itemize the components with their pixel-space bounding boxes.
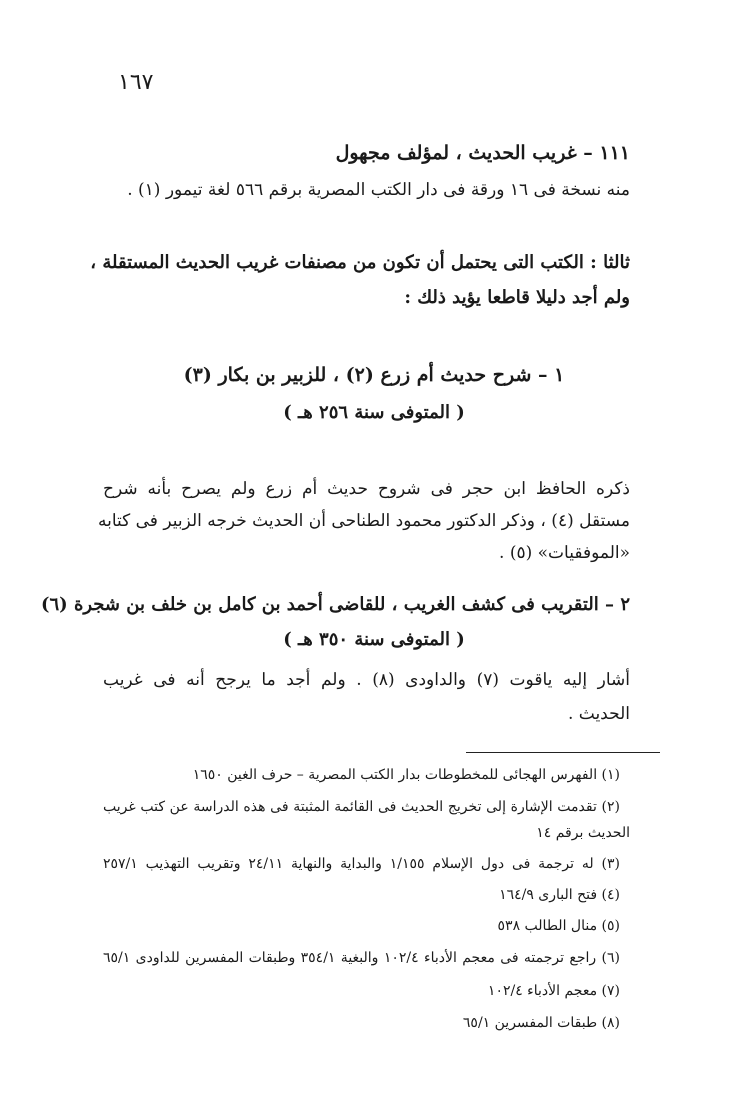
footnote-2-line-2: الحديث برقم ١٤ xyxy=(536,825,630,841)
item-2-paragraph-line-2: الحديث . xyxy=(567,704,630,724)
footnote-separator xyxy=(466,752,660,753)
footnote-6: (٦) راجع ترجمته فى معجم الأدباء ١٠٢/٤ والبغية ٣٥٤/١ وطبقات المفسرين للداودى ٦٥/١ xyxy=(103,950,620,966)
section-3-heading-line-2: ولم أجد دليلا قاطعا يؤيد ذلك : xyxy=(404,287,630,308)
item-2-date: ( المتوفى سنة ٣٥٠ هـ ) xyxy=(283,629,465,650)
entry-111-title: ١١١ – غريب الحديث ، لمؤلف مجهول xyxy=(335,142,630,164)
footnote-7: (٧) معجم الأدباء ١٠٢/٤ xyxy=(487,983,620,999)
item-1-paragraph-line-1: ذكره الحافظ ابن حجر فى شروح حديث أم زرع ولم يصرح بأنه شرح xyxy=(103,479,630,499)
footnote-8: (٨) طبقات المفسرين ٦٥/١ xyxy=(462,1015,620,1031)
footnote-4: (٤) فتح البارى ١٦٤/٩ xyxy=(499,887,620,903)
item-1-paragraph-line-2: مستقل (٤) ، وذكر الدكتور محمود الطناحى أن الحديث خرجه الزبير فى كتابه xyxy=(97,511,630,531)
item-2-paragraph-line-1: أشار إليه ياقوت (٧) والداودى (٨) . ولم أجد ما يرجح أنه فى غريب xyxy=(103,670,630,690)
item-1-date: ( المتوفى سنة ٢٥٦ هـ ) xyxy=(283,402,465,423)
footnote-3: (٣) له ترجمة فى دول الإسلام ١/١٥٥ والبداية والنهاية ٢٤/١١ وتقريب التهذيب ٢٥٧/١ xyxy=(103,856,620,872)
section-3-heading-line-1: ثالثا : الكتب التى يحتمل أن تكون من مصنفات غريب الحديث المستقلة ، xyxy=(90,252,630,273)
footnote-1: (١) الفهرس الهجائى للمخطوطات بدار الكتب المصرية – حرف الغين ١٦٥٠ xyxy=(192,767,620,783)
footnote-5: (٥) منال الطالب ٥٣٨ xyxy=(497,918,620,934)
footnote-2-line-1: (٢) تقدمت الإشارة إلى تخريج الحديث فى القائمة المثبتة فى هذه الدراسة عن كتب غريب xyxy=(103,799,620,815)
entry-111-text: منه نسخة فى ١٦ ورقة فى دار الكتب المصرية برقم ٥٦٦ لغة تيمور (١) . xyxy=(127,180,630,200)
item-1-paragraph-line-3: «الموفقيات» (٥) . xyxy=(499,543,630,563)
page-number: ١٦٧ xyxy=(118,70,154,95)
item-1-title: ١ – شرح حديث أم زرع (٢) ، للزبير بن بكار (٣) xyxy=(183,364,565,386)
item-2-title: ٢ – التقريب فى كشف الغريب ، للقاضى أحمد بن كامل بن خلف بن شجرة (٦) xyxy=(40,594,630,615)
